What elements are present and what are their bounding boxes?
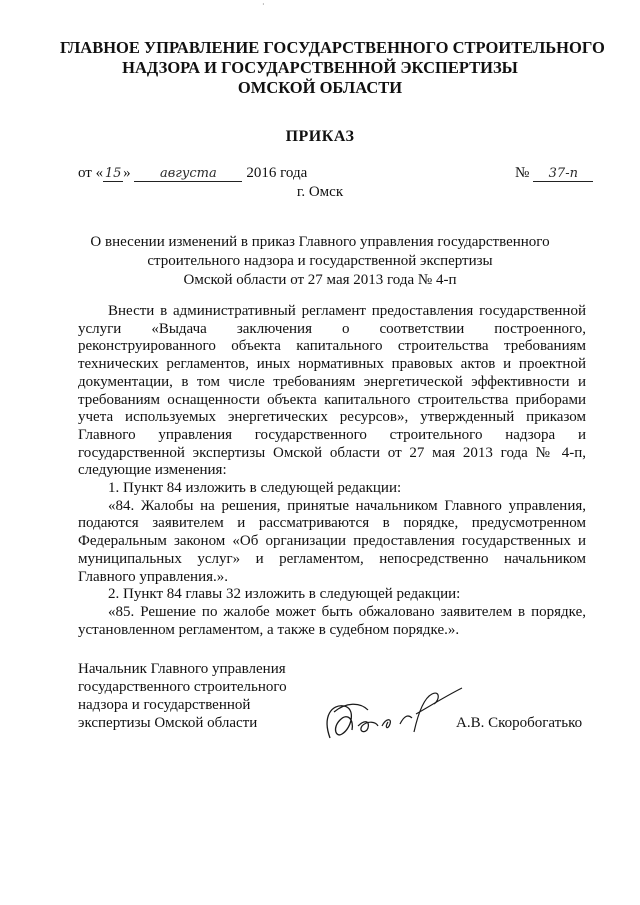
document-body — [78, 303, 586, 639]
signatory-title — [78, 660, 287, 732]
document-subject — [70, 233, 570, 290]
body-item-1-text: «84. Жалобы на решения, принятые начальником Главного управления, подаются заявителем и рассматриваются в порядке, предусмотренном Федеральным законом «Об организации предоставления государственных и муниципальных услуг» и регламентом, непосредственно начальником Главного управления.». — [78, 497, 586, 585]
date-day-handwritten: 15 — [104, 166, 122, 181]
date-year: 2016 года — [246, 165, 308, 181]
document-date — [78, 165, 307, 182]
date-month-handwritten: августа — [134, 166, 242, 182]
signatory-title-line-2: государственного строительного — [78, 679, 287, 695]
signatory-title-line-3: надзора и государственной — [78, 697, 251, 713]
scan-mark: · — [262, 0, 265, 9]
header-line-2: НАДЗОРА И ГОСУДАРСТВЕННОЙ ЭКСПЕРТИЗЫ — [122, 58, 518, 77]
number-value-handwritten: 37-п — [533, 166, 593, 182]
date-prefix: от « — [78, 165, 104, 181]
subject-line-2: строительного надзора и государственной экспертизы — [147, 253, 493, 269]
document-type: ПРИКАЗ — [285, 128, 355, 145]
signatory-name: А.В. Скоробогатько — [456, 715, 583, 731]
body-item-2: 2. Пункт 84 главы 32 изложить в следующей редакции: — [108, 586, 461, 603]
organization-header — [60, 38, 605, 98]
document-number — [515, 165, 593, 182]
header-line-3: ОМСКОЙ ОБЛАСТИ — [237, 78, 403, 97]
header-line-1: ГЛАВНОЕ УПРАВЛЕНИЕ ГОСУДАРСТВЕННОГО СТРОИТЕЛЬНОГО — [60, 38, 605, 57]
number-label: № — [515, 165, 530, 181]
body-item-2-text: «85. Решение по жалобе может быть обжаловано заявителем в порядке, установленном регламентом, а также в судебном порядке.». — [78, 603, 586, 638]
subject-line-1: О внесении изменений в приказ Главного управления государственного — [90, 234, 550, 250]
handwritten-signature — [312, 676, 472, 756]
date-mid: » — [123, 165, 135, 181]
subject-line-3: Омской области от 27 мая 2013 года № 4-п — [183, 272, 457, 288]
city: г. Омск — [296, 184, 344, 200]
signatory-title-line-4: экспертизы Омской области — [78, 715, 258, 731]
body-intro: Внести в административный регламент предоставления государственной услуги «Выдача заключения о соответствии построенного, реконструированного объекта капитального строительства требованиям технических регламентов, иных нормативных правовых актов и проектной документации, в том числе требованиям энергетической эффективности и требованиям оснащенности объекта капитального строительства приборами учета используемых энергетических ресурсов», утвержденный приказом Главного управления государственного строительного надзора и государственной экспертизы Омской области от 27 мая 2013 года № 4-п, следующие изменения: — [78, 303, 586, 479]
body-item-1: 1. Пункт 84 изложить в следующей редакции: — [108, 480, 402, 497]
signatory-title-line-1: Начальник Главного управления — [78, 661, 286, 677]
